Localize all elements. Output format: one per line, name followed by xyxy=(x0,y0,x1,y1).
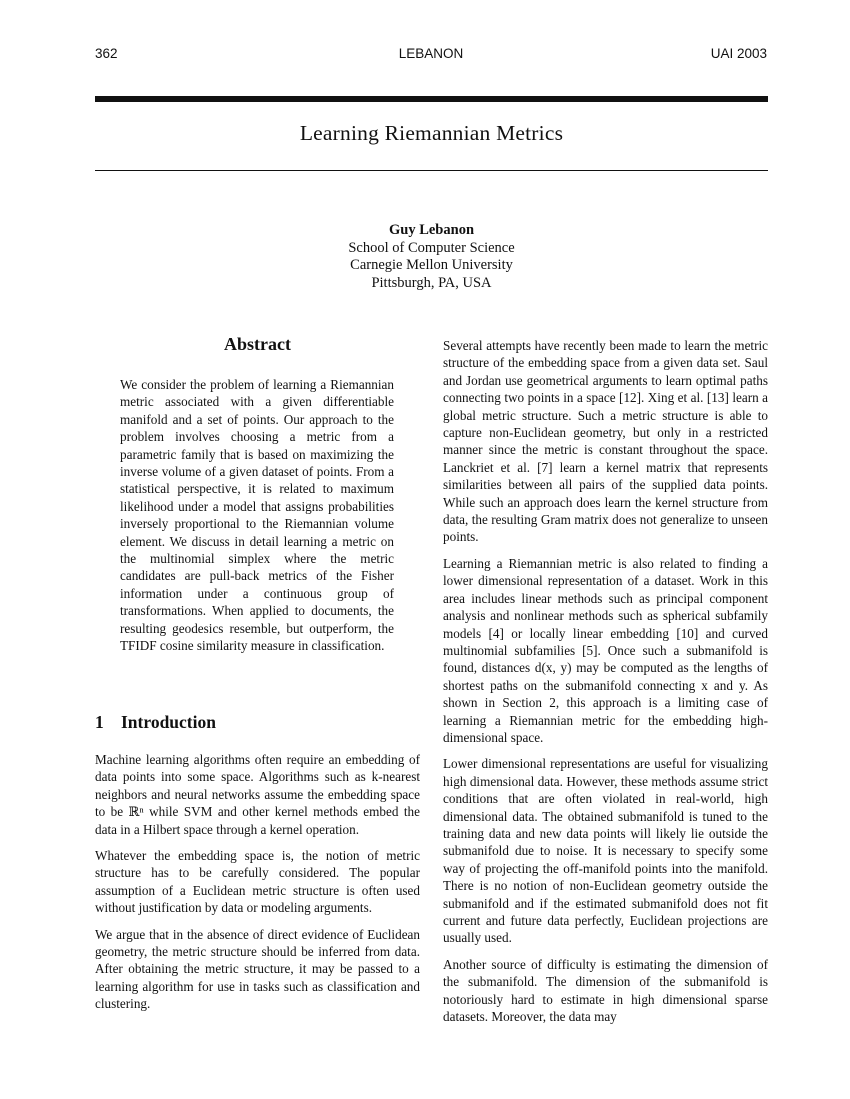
body-paragraph: Whatever the embedding space is, the notion of metric structure has to be carefully considered. The popular assumption of a Euclidean metric structure is often used without justification by data or modeling arguments. xyxy=(95,848,420,916)
running-header xyxy=(95,46,767,66)
affiliation-line: School of Computer Science xyxy=(348,239,515,256)
author-name: Guy Lebanon xyxy=(388,222,475,238)
title-rule-top xyxy=(95,96,768,102)
body-paragraph: We argue that in the absence of direct evidence of Euclidean geometry, the metric structure should be inferred from data. After obtaining the metric structure, it may be passed to a learning algorithm for use in tasks such as classification and clustering. xyxy=(95,926,420,1012)
left-column-body xyxy=(95,751,420,1022)
body-paragraph: Lower dimensional representations are useful for visualizing high dimensional data. However, these methods assume strict conditions that are often violated in real-world, high dimensional data. The obtained submanifold is tuned to the training data and new data points will likely lie outside the submanifold due to noise. It is necessary to specify some way of projecting the off-manifold points into the manifold. There is no notion of non-Euclidean geometry outside the submanifold and if the estimated submanifold does not fit current and future data perfectly, Euclidean projections are usually used. xyxy=(443,756,768,946)
affiliation-line: Carnegie Mellon University xyxy=(350,257,513,273)
abstract-heading: Abstract xyxy=(224,334,291,354)
paper-title: Learning Riemannian Metrics xyxy=(299,121,564,145)
running-author: LEBANON xyxy=(398,46,464,61)
body-paragraph: Learning a Riemannian metric is also related to finding a lower dimensional representation of a dataset. Work in this area includes linear methods such as principal component analysis and nonlinear methods such as spherical subfamily models [4] or locally linear embedding [10] and curved multinomial subfamilies [5]. Once such a submanifold is found, distances d(x, y) may be computed as the lengths of shortest paths on the submanifold connecting x and y. As shown in Section 2, this approach is a limiting case of learning a Riemannian metric for the embedding high-dimensional space. xyxy=(443,555,768,745)
affiliation-line: Pittsburgh, PA, USA xyxy=(371,274,492,291)
body-paragraph: Machine learning algorithms often require an embedding of data points into some space. Algorithms such as k-nearest neighbors and neural networks assume the embedding space to be ℝⁿ while SVM and other kernel methods embed the data in a Hilbert space through a kernel operation. xyxy=(95,752,420,837)
venue-label: UAI 2003 xyxy=(710,46,767,61)
abstract-text: We consider the problem of learning a Riemannian metric associated with a given differentiable manifold and a set of points. Our approach to the problem involves choosing a metric from a parametric family that is based on maximizing the inverse volume of a given dataset of points. From a statistical perspective, it is related to maximum likelihood under a model that assigns probabilities inversely proportional to the Riemannian volume element. We discuss in detail learning a metric on the multinomial simplex where the metric candidates are pull-back metrics of the Fisher information under a continuous group of transformations. When applied to documents, the resulting geodesics resemble, but outperform, the TFIDF cosine similarity measure in classification. xyxy=(120,377,394,654)
body-paragraph: Another source of difficulty is estimating the dimension of the submanifold. The dimension of the submanifold is notoriously hard to estimate in high dimensional sparse datasets. Moreover, the data may xyxy=(443,956,768,1025)
section-heading xyxy=(95,712,420,733)
author-block xyxy=(95,222,768,292)
body-paragraph: Several attempts have recently been made to learn the metric structure of the embedding space from a given data set. Saul and Jordan use geometrical arguments to learn optimal paths connecting two points in a space [12]. Xing et al. [13] learn a global metric structure. Such a metric structure is able to capture non-Euclidean geometry, but only in a restricted manner since the metric is constant throughout the space. Lanckriet et al. [7] learn a kernel matrix that represents similarities between all pairs of the supplied data points. While such an approach does learn the kernel structure from data, the resulting Gram matrix does not generalize to unseen points. xyxy=(443,338,768,545)
section-number: 1 xyxy=(95,712,104,732)
title-rule-bottom xyxy=(95,170,768,171)
section-title: Introduction xyxy=(121,712,216,732)
right-column-body xyxy=(443,337,768,1034)
page-number: 362 xyxy=(95,46,118,61)
